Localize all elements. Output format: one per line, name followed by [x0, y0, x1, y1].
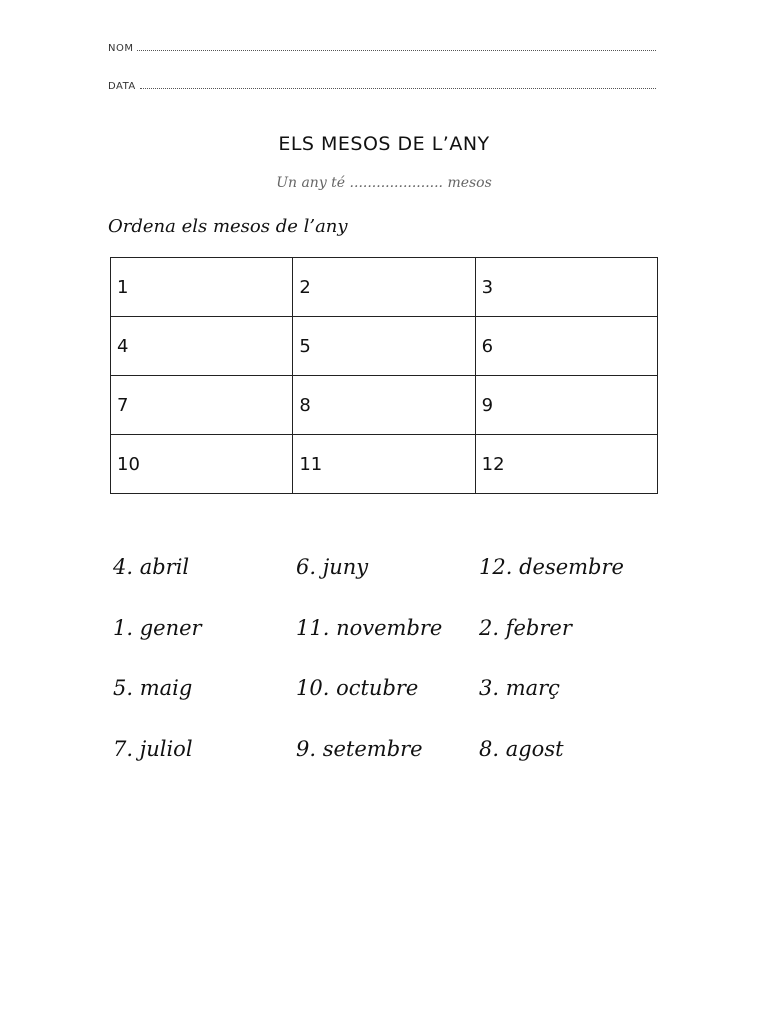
- grid-cell[interactable]: 8: [293, 376, 475, 435]
- grid-cell[interactable]: 4: [111, 317, 293, 376]
- month-item: 7. juliol: [113, 736, 193, 761]
- grid-cell[interactable]: 7: [111, 376, 293, 435]
- grid-cell[interactable]: 3: [475, 258, 657, 317]
- month-item: 8. agost: [479, 736, 564, 761]
- month-item: 9. setembre: [296, 736, 423, 761]
- date-dotted-line[interactable]: [140, 80, 656, 89]
- grid-cell[interactable]: 9: [475, 376, 657, 435]
- month-item: 2. febrer: [479, 615, 572, 640]
- month-order-grid: [110, 257, 658, 494]
- month-item: 5. maig: [113, 676, 193, 700]
- instruction-heading: Ordena els mesos de l’any: [108, 216, 348, 237]
- grid-cell[interactable]: 5: [293, 317, 475, 376]
- month-item: 4. abril: [113, 555, 190, 579]
- grid-cell[interactable]: 11: [293, 435, 475, 494]
- grid-cell[interactable]: 12: [475, 435, 657, 494]
- grid-row: [111, 317, 658, 376]
- month-list: [113, 548, 673, 790]
- grid-cell[interactable]: 6: [475, 317, 657, 376]
- month-item: 12. desembre: [479, 555, 624, 579]
- grid-row: [111, 376, 658, 435]
- month-item: 6. juny: [296, 555, 369, 579]
- grid-cell[interactable]: 1: [111, 258, 293, 317]
- grid-row: [111, 258, 658, 317]
- grid-cell[interactable]: 10: [111, 435, 293, 494]
- name-label: NOM: [108, 43, 134, 54]
- name-field[interactable]: [108, 42, 656, 54]
- date-label: DATA: [108, 81, 136, 92]
- month-item: 11. novembre: [296, 615, 443, 640]
- grid-cell[interactable]: 2: [293, 258, 475, 317]
- month-item: 10. octubre: [296, 676, 419, 700]
- grid-row: [111, 435, 658, 494]
- name-dotted-line[interactable]: [137, 42, 656, 51]
- month-item: 3. març: [479, 676, 560, 700]
- date-field[interactable]: [108, 80, 656, 92]
- month-item: 1. gener: [113, 615, 202, 640]
- page-title: ELS MESOS DE L’ANY: [278, 133, 490, 155]
- subtitle-question: Un any té ..................... mesos: [276, 175, 492, 191]
